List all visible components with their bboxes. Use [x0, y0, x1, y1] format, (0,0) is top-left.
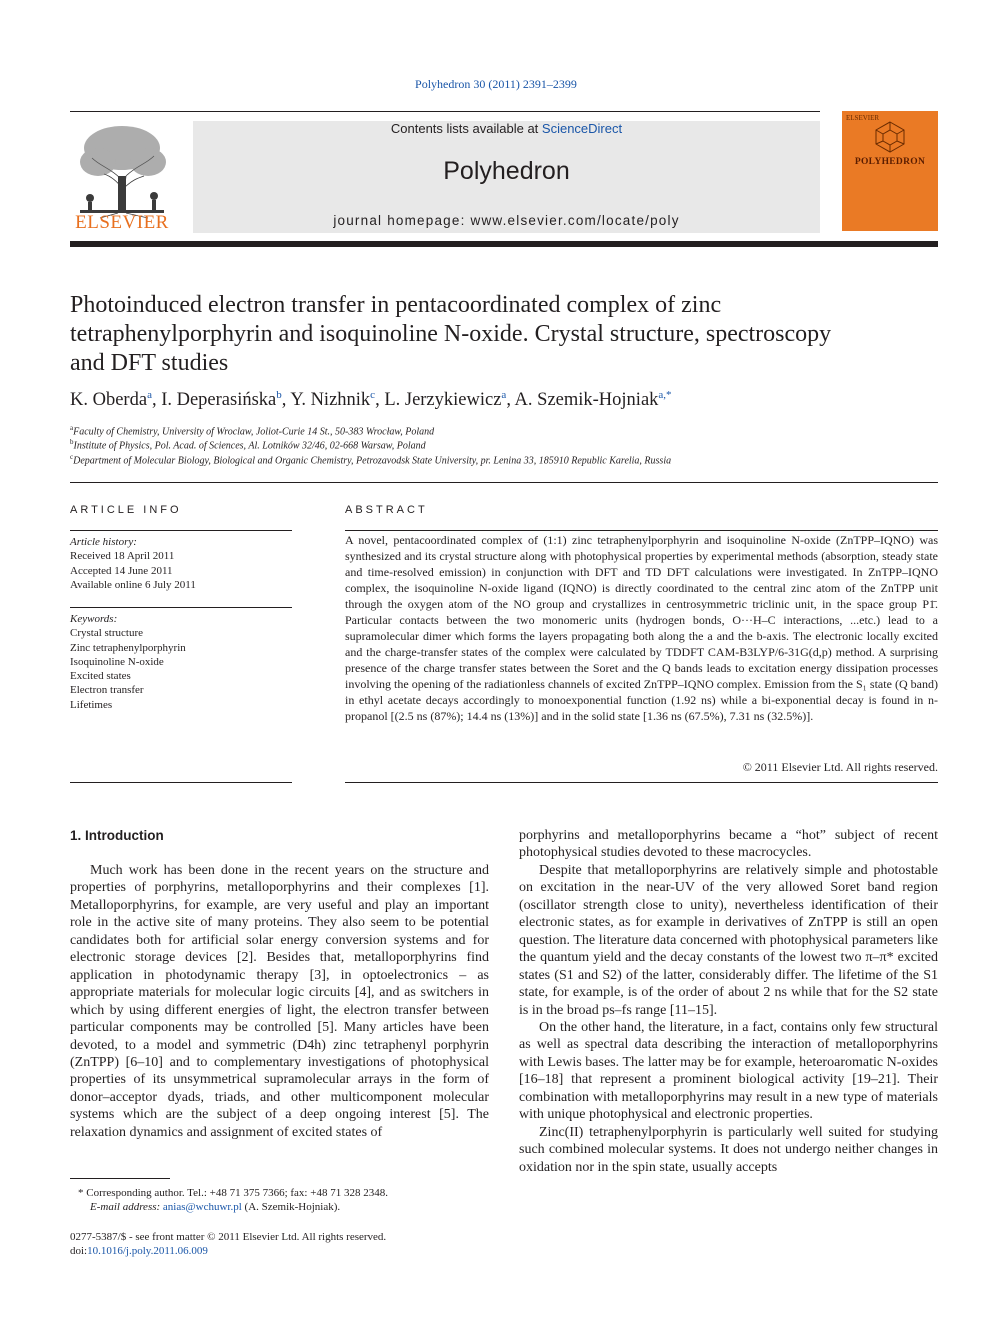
abstract-rule — [345, 530, 938, 531]
author-list — [70, 389, 938, 411]
journal-homepage[interactable]: journal homepage: www.elsevier.com/locate/poly — [333, 213, 680, 228]
corresponding-author-note: * Corresponding author. Tel.: +48 71 375 7366; fax: +48 71 328 2348. — [78, 1187, 388, 1199]
body-paragraph: Much work has been done in the recent years on the structure and properties of porphyrins, metalloporphyrins and their complexes [1]. Metalloporphyrins, for example, are very useful and play an important role in the active site of many proteins. They also seem to be potential candidates both for artificial solar energy conversion systems and for electronic storage devices [2]. Besides that, metalloporphyrins find application in photodynamic therapy [3], in optoelectronics – as appropriate materials for molecular logic circuits [4], and as switchers in which by using different energies of light, the electron transfer between particular components may be controlled [5]. Many articles have been devoted, to a model and symmetric (D4h) zinc tetraphenyl porphyrin (ZnTPP) [6–10] and to complementary investigations of photophysical properties of its unsymmetrical supramolecular arrays in the form of donor–acceptor dyads, triads, and other multicomponent molecular systems which are the subject of a deep ongoing interest [5]. The relaxation dynamics and assignment of excited states of — [70, 863, 489, 1140]
history-item: Received 18 April 2011 — [70, 550, 175, 563]
history-item: Accepted 14 June 2011 — [70, 564, 173, 577]
publisher-logo-text: ELSEVIER — [75, 212, 169, 233]
author-affil-mark[interactable]: a — [501, 389, 507, 401]
section-rule — [70, 482, 938, 483]
body-paragraph: porphyrins and metalloporphyrins became a “hot” subject of recent photophysical studies devoted to these macrocycles. — [519, 828, 938, 861]
article-info-heading: ARTICLE INFO — [70, 504, 182, 516]
doi-line — [70, 1244, 208, 1258]
keyword: Isoquinoline N-oxide — [70, 655, 164, 668]
contents-line — [193, 121, 820, 136]
affiliation-mark: b — [70, 438, 74, 446]
author-affil-mark[interactable]: a,* — [658, 389, 672, 401]
author-name[interactable]: , A. Szemik-Hojniak — [506, 390, 659, 411]
cover-brand: ELSEVIER — [846, 114, 880, 122]
polyhedron-icon — [872, 120, 908, 154]
author-name[interactable]: , Y. Nizhnik — [281, 390, 371, 411]
affiliation-text: Department of Molecular Biology, Biological and Organic Chemistry, Petrozavodsk State University, pr. Lenina 33, 185910 Republic Karelia, Russia — [73, 455, 672, 467]
history-label: Article history: — [70, 536, 137, 548]
abstract-text: A novel, pentacoordinated complex of (1:1) zinc tetraphenylporphyrin and isoquinoline N-oxide (ZnTPP–IQNO) was synthesized and its crystal structure along with photophysical properties by experimental methods (absorption, steady state and time-resolved emission) in conjunction with DFT and TD DFT calculations were investigated. In ZnTPP–IQNO complex, the isoquinoline N-oxide ligand (IQNO) is directly coordinated to the central zinc atom of the ZnTPP unit through the oxygen atom of the NO group and crystallizes in centrosymmetric triclinic unit, in the space group P1̄. Particular contacts between the two monomeric units (hydrogen bonds, O···H–C interactions, ...etc.) lead to a supramolecular dimer which forms the layers propagating both along the a and the b-axis. The electronic locally excited and the charge-transfer states of the complex were calculated by TDDFT CAM-B3LYP/6-31G(d,p) method. A surprising presence of the charge transfer states between the Soret and the Q bands leads to excitation energy dissipation processes involving the opening of the radiationless channels of excited ZnTPP–IQNO complex. Emission from the S₁ state (Q band) in ethyl acetate decays accordingly to monoexponential function (1.92 ns) while a bi-exponential decay is found in n-propanol [(2.5 ns (87%); 14.4 ns (13%)] and in the solid state [1.36 ns (67.5%), 7.31 ns (32.5%)]. — [345, 533, 938, 723]
cover-title: POLYHEDRON — [854, 157, 926, 167]
title-line: tetraphenylporphyrin and isoquinoline N-oxide. Crystal structure, spectroscopy — [70, 321, 832, 347]
article-info-bottom-rule — [70, 782, 292, 783]
author-affil-mark[interactable]: c — [370, 389, 376, 401]
author-affil-mark[interactable]: b — [276, 389, 282, 401]
article-history — [70, 535, 292, 592]
abstract-copyright: © 2011 Elsevier Ltd. All rights reserved. — [742, 760, 938, 774]
author-name[interactable]: K. Oberda — [70, 390, 148, 411]
affiliation — [70, 453, 671, 466]
article-info-rule — [70, 530, 292, 531]
contents-prefix: Contents lists available at — [390, 121, 542, 136]
keywords-label: Keywords: — [70, 613, 118, 625]
keywords — [70, 612, 292, 712]
journal-citation[interactable]: Polyhedron 30 (2011) 2391–2399 — [415, 77, 577, 91]
keyword: Electron transfer — [70, 684, 144, 697]
keywords-rule — [70, 607, 292, 608]
body-paragraph: Zinc(II) tetraphenylporphyrin is particularly well suited for studying such combined molecular systems. It does not undergo neither changes in oxidation nor in the spin state, usually accepts — [519, 1124, 938, 1175]
body-paragraph: Despite that metalloporphyrins are relatively simple and photostable on excitation in the near-UV of the very allowed Soret band region (oscillator strength close to unity), nevertheless identification of their electronic states, as for example in derivatives of ZnTPP is still an open question. The literature data concerned with photophysical parameters like the quantum yield and the decay constants of the lowest two π–π* excited states (S1 and S2) of the latter, considerably differ. The lifetime of the S1 state, for example, is of the order of about 2 ns while that for the S2 state is in the broad ps–fs range [11–15]. — [519, 862, 938, 1018]
email-suffix: (A. Szemik-Hojniak). — [241, 1201, 341, 1213]
email-note — [90, 1200, 340, 1214]
affiliation-mark: a — [70, 424, 74, 432]
section-heading: 1. Introduction — [70, 828, 164, 843]
affiliation-text: Faculty of Chemistry, University of Wroclaw, Joliot-Curie 14 St., 50-383 Wrocław, Poland — [73, 426, 435, 438]
header-rule — [70, 111, 820, 112]
journal-name: Polyhedron — [443, 157, 570, 185]
email-link[interactable]: anias@wchuwr.pl — [162, 1201, 242, 1213]
keyword: Lifetimes — [70, 698, 113, 711]
title-line: and DFT studies — [70, 350, 229, 376]
body-left-column — [70, 862, 489, 1141]
affiliation-text: Institute of Physics, Pol. Acad. of Sciences, Al. Lotników 32/46, 02-668 Warsaw, Poland — [73, 440, 426, 452]
issn-line: 0277-5387/$ - see front matter © 2011 Elsevier Ltd. All rights reserved. — [70, 1231, 387, 1243]
affiliation — [70, 424, 434, 437]
header-thick-rule — [70, 241, 938, 247]
keyword: Excited states — [70, 670, 131, 683]
doi-link[interactable]: 10.1016/j.poly.2011.06.009 — [87, 1245, 208, 1257]
email-label: E-mail address: — [90, 1201, 163, 1213]
title-line: Photoinduced electron transfer in pentacoordinated complex of zinc — [70, 292, 722, 318]
affiliation-mark: c — [70, 453, 74, 461]
author-affil-mark[interactable]: a — [147, 389, 152, 401]
article-title — [70, 291, 938, 378]
footnote-rule — [70, 1178, 170, 1179]
doi-label: doi: — [70, 1245, 88, 1257]
keyword: Zinc tetraphenylporphyrin — [70, 641, 186, 654]
body-paragraph: On the other hand, the literature, in a fact, contains only few structural as well as spectral data describing the interaction of metalloporphyrins with Lewis bases. The latter may be for example, heteroaromatic N-oxides [16–18] that represent a prominent biological activity [19–21]. Their combination with metalloporphyrins may result in a new type of materials with unique photophysical and electronic properties. — [519, 1019, 938, 1123]
abstract-heading: ABSTRACT — [345, 504, 428, 516]
abstract-bottom-rule — [345, 782, 938, 783]
author-name[interactable]: , L. Jerzykiewicz — [375, 390, 502, 411]
sciencedirect-link[interactable]: ScienceDirect — [541, 121, 623, 136]
affiliation — [70, 438, 426, 451]
keyword: Crystal structure — [70, 627, 144, 640]
author-name[interactable]: , I. Deperasińska — [151, 390, 277, 411]
body-right-column — [519, 827, 938, 1176]
history-item: Available online 6 July 2011 — [70, 578, 196, 591]
